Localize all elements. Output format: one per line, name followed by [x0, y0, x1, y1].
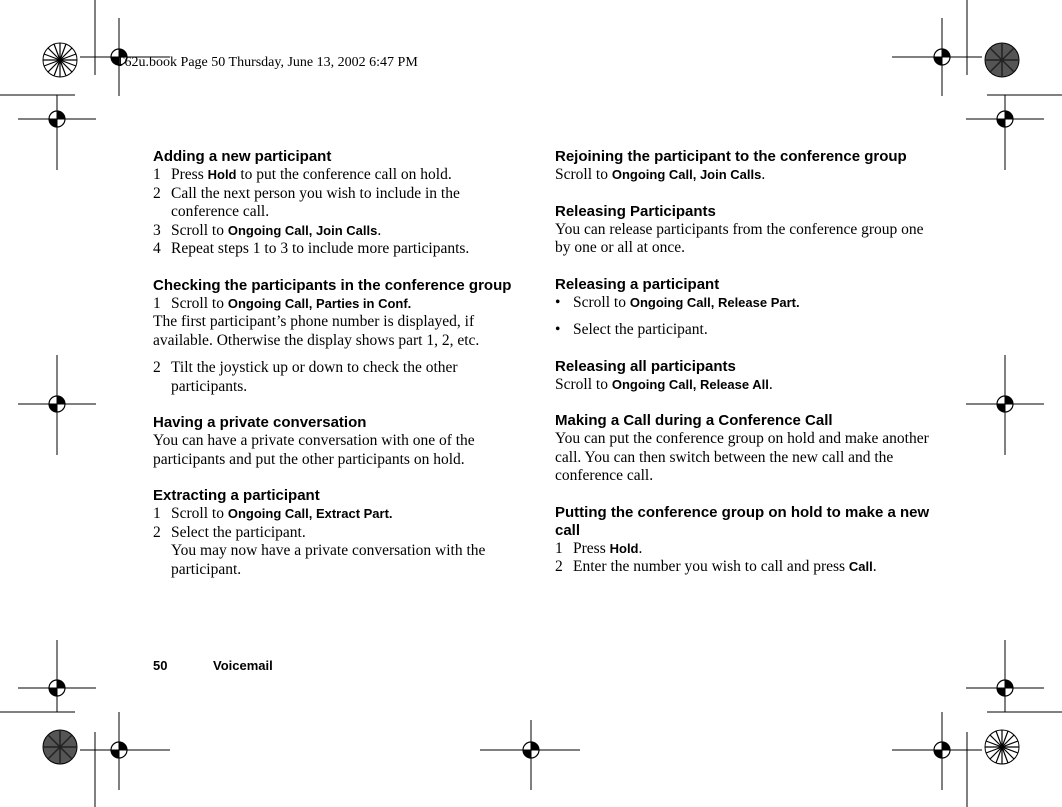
- left-column: [153, 148, 513, 597]
- ui-term: Ongoing Call, Release Part.: [629, 294, 800, 310]
- bullet: •: [555, 293, 561, 311]
- step-number: 2: [153, 523, 161, 541]
- text: .: [761, 166, 766, 183]
- step-number: 1: [555, 539, 563, 557]
- paragraph: [555, 166, 935, 185]
- paragraph: You can release participants from the conference group one by one or all at once.: [555, 220, 924, 256]
- step-number: 1: [153, 294, 161, 312]
- step: [153, 185, 513, 222]
- paragraph: You can have a private conversation with one of the participants and put the other participants on hold.: [153, 432, 475, 468]
- section-private-conversation: [153, 414, 513, 469]
- step-text: Scroll to: [171, 505, 228, 522]
- section-checking-participants: [153, 277, 513, 397]
- ui-term: Hold: [609, 540, 639, 556]
- section-heading: Extracting a participant: [153, 487, 320, 504]
- section-heading: Having a private conversation: [153, 414, 367, 431]
- paragraph: [555, 376, 935, 395]
- step-text: to put the conference call on hold.: [236, 166, 452, 183]
- section-heading: Checking the participants in the conference group: [153, 276, 512, 294]
- text: Scroll to: [573, 293, 630, 311]
- section-making-a-call: [555, 412, 935, 486]
- section-heading: Releasing all participants: [555, 357, 736, 375]
- step-text: .: [377, 221, 382, 239]
- step-text: Select the participant.: [171, 523, 306, 541]
- section-releasing-a-participant: [555, 276, 935, 340]
- ui-term: Ongoing Call, Release All: [611, 376, 769, 392]
- right-column: [555, 148, 935, 595]
- step-text: Call the next person you wish to include in the conference call.: [171, 184, 460, 220]
- step-text: Repeat steps 1 to 3 to include more participants.: [171, 240, 470, 257]
- step: [555, 540, 935, 559]
- section-heading: Releasing a participant: [555, 275, 720, 293]
- step: [153, 240, 513, 259]
- text: Select the participant.: [573, 321, 708, 338]
- step-text: Press: [171, 166, 208, 183]
- step-number: 2: [555, 558, 563, 575]
- bullet-item: [555, 321, 935, 340]
- ui-term: Ongoing Call, Parties in Conf.: [227, 295, 412, 311]
- step-number: 1: [153, 505, 161, 522]
- section-adding-participant: [153, 148, 513, 259]
- step: [555, 558, 935, 577]
- step: [153, 295, 513, 314]
- book-info-header: T62u.book Page 50 Thursday, June 13, 2002 6:47 PM: [116, 55, 418, 70]
- section-releasing-participants: [555, 203, 935, 258]
- footer-section-title: Voicemail: [213, 658, 273, 673]
- text: Scroll to: [555, 166, 612, 183]
- paragraph: The first participant’s phone number is displayed, if available. Otherwise the display shows part 1, 2, etc.: [153, 313, 480, 349]
- section-releasing-all: [555, 358, 935, 395]
- ui-term: Hold: [207, 167, 237, 182]
- step-text: Scroll to: [171, 221, 228, 239]
- section-heading: Releasing Participants: [555, 202, 716, 220]
- paragraph: You can put the conference group on hold and make another call. You can then switch between the new call and the conference call.: [555, 430, 929, 484]
- step: [153, 524, 513, 580]
- step-text: .: [638, 539, 643, 557]
- ui-term: Call: [848, 559, 873, 574]
- step-text: Press: [573, 539, 610, 557]
- step-text: Enter the number you wish to call and press: [573, 558, 849, 575]
- step: [153, 359, 513, 396]
- step-text: Scroll to: [171, 294, 228, 312]
- section-heading: Putting the conference group on hold to make a new call: [555, 503, 930, 539]
- text: .: [768, 375, 773, 393]
- text: Scroll to: [555, 375, 612, 393]
- step-number: 2: [153, 359, 161, 376]
- step: [153, 166, 513, 185]
- step: [153, 222, 513, 241]
- step-note: You may now have a private conversation with the participant.: [171, 542, 486, 578]
- ui-term: Ongoing Call, Join Calls: [611, 167, 762, 182]
- ui-term: Ongoing Call, Join Calls: [227, 222, 378, 238]
- page-number: 50: [153, 658, 168, 673]
- section-heading: Rejoining the participant to the conference group: [555, 148, 907, 165]
- step-number: 3: [153, 221, 161, 239]
- step-number: 1: [153, 166, 161, 183]
- page-footer: [153, 658, 273, 673]
- step-number: 4: [153, 240, 161, 257]
- step-number: 2: [153, 184, 161, 202]
- section-extracting-participant: [153, 487, 513, 579]
- step-text: Tilt the joystick up or down to check the other participants.: [171, 359, 458, 395]
- step: [153, 505, 513, 524]
- bullet: •: [555, 321, 561, 338]
- section-putting-on-hold: [555, 504, 935, 577]
- step-text: .: [872, 558, 877, 575]
- section-heading: Making a Call during a Conference Call: [555, 412, 833, 429]
- section-rejoining: [555, 148, 935, 185]
- bullet-item: [555, 294, 935, 313]
- ui-term: Ongoing Call, Extract Part.: [227, 506, 393, 521]
- section-heading: Adding a new participant: [153, 148, 332, 165]
